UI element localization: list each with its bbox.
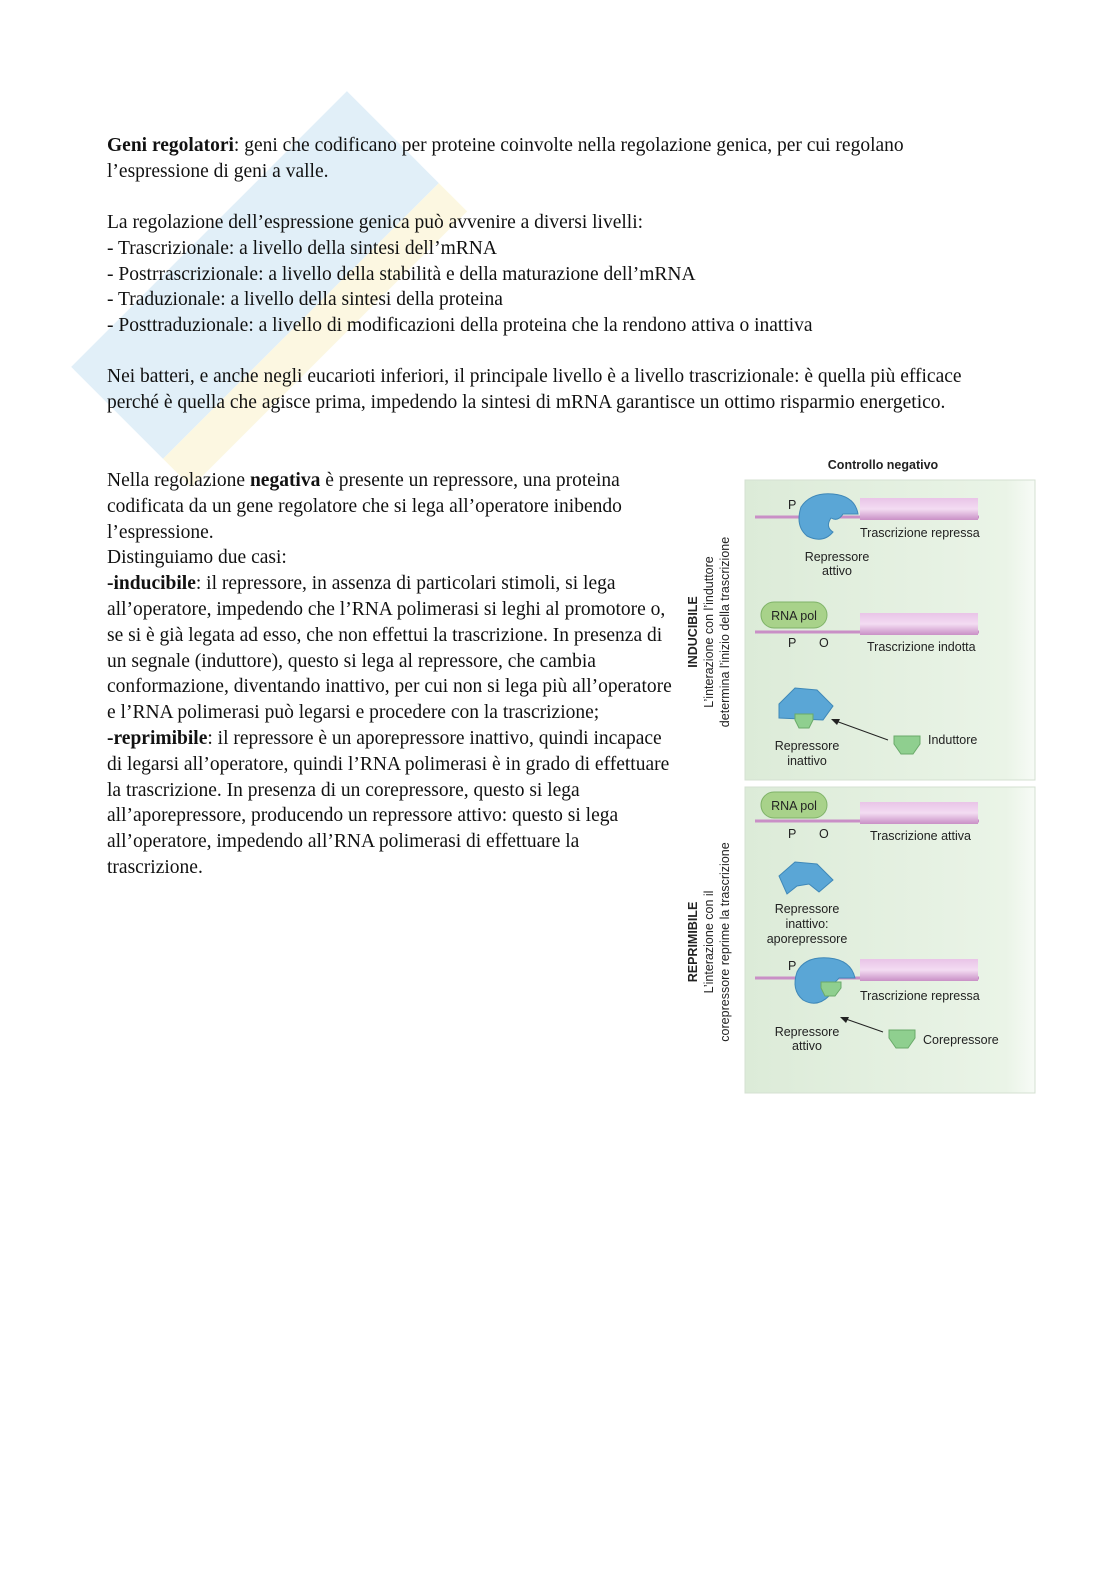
figure-svg: [683, 452, 1043, 1102]
operator-label: O: [819, 827, 829, 841]
level-item: - Postrrascrizionale: a livello della stabilità e della maturazione dell’mRNA: [107, 263, 696, 285]
neg-p1-bold: negativa: [249, 470, 321, 491]
rna-pol-label: RNA pol: [771, 799, 817, 813]
inducible-text: : il repressore, in assenza di particolari stimoli, si lega all’operatore, impedendo che l’RNA polimerasi si leghi al promotore o, se si è già legata ad esso, che non effettui la trascrizione. In presenza di un segnale (induttore), questo si lega al repressore, che cambia conformazione, diventando inattivo, per cui non si lega più all’operatore e l’RNA polimerasi può legarsi e procedere con la trascrizione;: [107, 573, 672, 724]
repressible-side-label: [686, 842, 732, 1041]
inactive-repressor-label: inattivo: [787, 754, 827, 768]
svg-text:determina l’inizio della trasc: determina l’inizio della trascrizione: [718, 536, 732, 728]
active-repressor-label: attivo: [822, 564, 852, 578]
figure-title: Controllo negativo: [827, 458, 939, 472]
repressible-text: : il repressore è un aporepressore inattivo, quindi incapace di legarsi all’operatore, quindi l’RNA polimerasi è in grado di effettuare la trascrizione. In presenza di un corepressore, questo si lega all’aporepressore, producendo un repressore attivo: questo si lega all’operatore, impedendo all’RNA polimerasi di effettuare la trascrizione.: [107, 727, 670, 878]
aporepressor-label: inattivo:: [785, 917, 829, 931]
gene-bar: [860, 613, 978, 635]
intro-text: : geni che codificano per proteine coinvolte nella regolazione genica, per cui regolano l’espressione di geni a valle.: [107, 135, 904, 182]
transcription-repressed-label: Trascrizione repressa: [860, 989, 980, 1003]
aporepressor-label: aporepressore: [766, 932, 848, 946]
neg-p1-before: Nella regolazione: [107, 470, 250, 491]
gene-bar: [860, 959, 978, 981]
inactive-repressor-label: Repressore: [774, 739, 840, 753]
inducer-label: Induttore: [928, 733, 978, 747]
corepressor-label: Corepressore: [923, 1033, 999, 1047]
inducible-term: -inducibile: [107, 573, 196, 595]
active-repressor-label: attivo: [792, 1039, 822, 1053]
aporepressor-label: Repressore: [774, 902, 840, 916]
intro-paragraph: [107, 133, 967, 185]
level-item: - Posttraduzionale: a livello di modificazioni della proteina che la rendono attiva o inattiva: [107, 315, 813, 337]
promoter-label: P: [788, 827, 797, 841]
bound-inducer-shape: [795, 714, 813, 728]
operator-label: O: [819, 636, 829, 650]
level-item: - Trascrizionale: a livello della sintesi dell’mRNA: [107, 237, 497, 259]
active-repressor-label: Repressore: [774, 1025, 840, 1039]
transcription-induced-label: Trascrizione indotta: [867, 640, 976, 654]
repressible-term: -reprimibile: [107, 727, 208, 749]
negative-regulation-paragraph: [107, 468, 677, 881]
gene-bar: [860, 802, 978, 824]
transcription-repressed-label: Trascrizione repressa: [860, 526, 980, 540]
active-repressor-label: Repressore: [804, 550, 870, 564]
svg-text:L’interazione con il: L’interazione con il: [702, 890, 716, 994]
promoter-label: P: [788, 498, 797, 512]
promoter-label: P: [788, 636, 797, 650]
svg-text:INDUCIBILE: INDUCIBILE: [686, 596, 700, 668]
svg-text:corepressore reprime la trascr: corepressore reprime la trascrizione: [718, 842, 732, 1042]
neg-p1-after: è presente un repressore, una proteina codificata da un gene regolatore che si lega all’operatore inibendo l’espressione.: [107, 470, 622, 543]
level-item: - Traduzionale: a livello della sintesi della proteina: [107, 289, 503, 311]
gene-bar: [860, 498, 978, 520]
negative-control-figure: [683, 452, 1043, 1102]
levels-paragraph: [107, 210, 967, 339]
svg-text:L’interazione con l’induttore: L’interazione con l’induttore: [702, 556, 716, 708]
intro-term: Geni regolatori: [107, 135, 234, 156]
svg-text:REPRIMIBILE: REPRIMIBILE: [686, 901, 700, 983]
rna-pol-label: RNA pol: [771, 609, 817, 623]
inducible-side-label: [686, 537, 732, 727]
neg-p2: Distinguiamo due casi:: [107, 547, 287, 569]
bacteria-paragraph: [107, 364, 987, 416]
transcription-active-label: Trascrizione attiva: [870, 829, 971, 843]
levels-heading: La regolazione dell’espressione genica può avvenire a diversi livelli:: [107, 212, 644, 233]
promoter-label: P: [788, 959, 797, 973]
bacteria-text: Nei batteri, e anche negli eucarioti inferiori, il principale livello è a livello trascrizionale: è quella più efficace perché è quella che agisce prima, impedendo la sintesi di mRNA garantisce un ottimo risparmio energetico.: [107, 366, 962, 413]
